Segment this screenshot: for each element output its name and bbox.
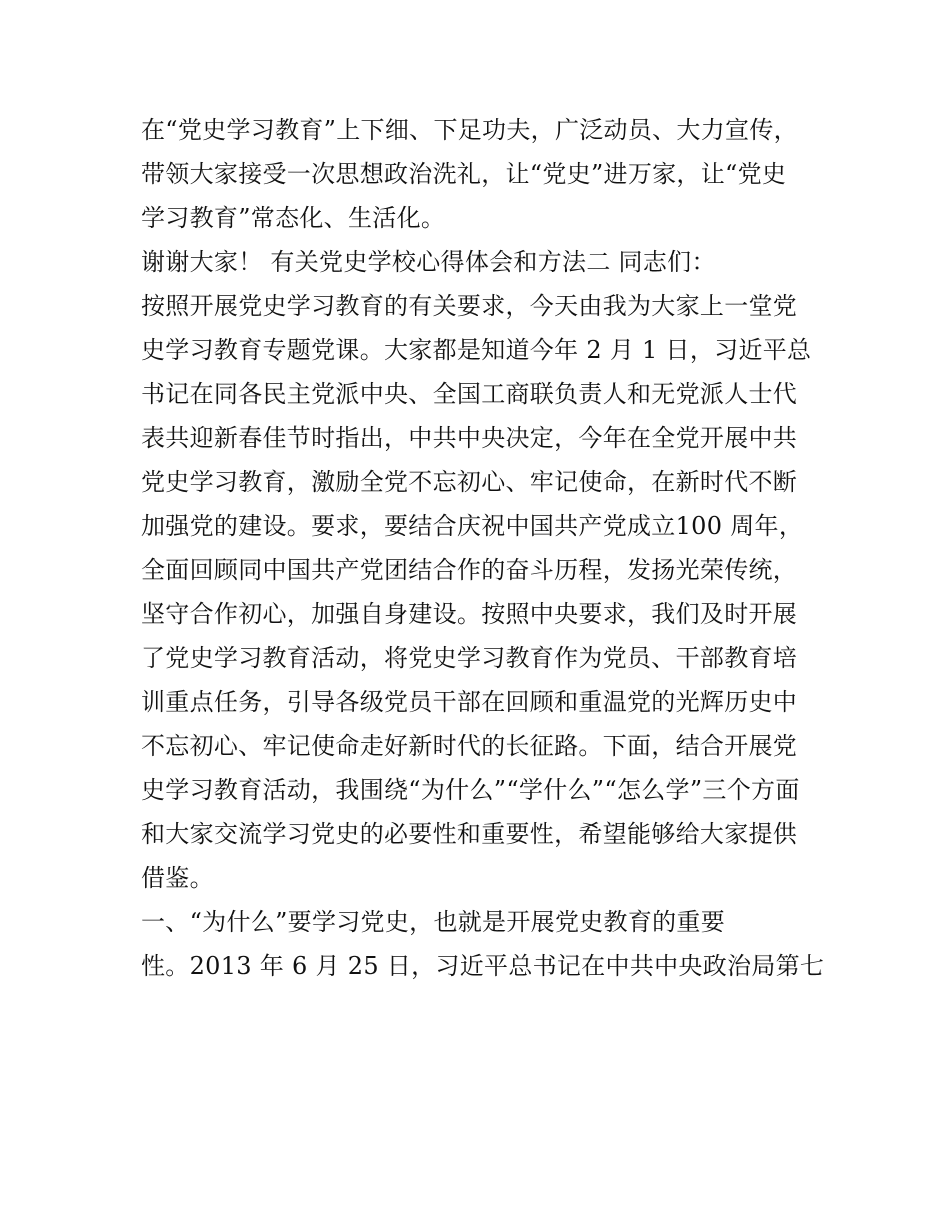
text-line: 全面回顾同中国共产党团结合作的奋斗历程，发扬光荣传统， (141, 556, 798, 584)
text-line: 加强党的建设。要求，要结合庆祝中国共产党成立100 周年， (141, 512, 804, 540)
text-line: 在“党史学习教育”上下细、下足功夫，广泛动员、大力宣传， (141, 116, 798, 144)
document-body (141, 108, 841, 988)
text-line: 了党史学习教育活动，将党史学习教育作为党员、干部教育培 (141, 644, 798, 672)
text-line: 党史学习教育，激励全党不忘初心、牢记使命，在新时代不断 (141, 468, 798, 496)
text-line: 不忘初心、牢记使命走好新时代的长征路。下面，结合开展党 (141, 732, 798, 760)
text-line: 和大家交流学习党史的必要性和重要性，希望能够给大家提供 (141, 820, 798, 848)
text-line: 性。2013 年 6 月 25 日，习近平总书记在中共中央政治局第七 (141, 952, 825, 980)
text-line: 借鉴。 (141, 864, 214, 892)
text-line: 表共迎新春佳节时指出，中共中央决定，今年在全党开展中共 (141, 424, 798, 452)
text-line: 史学习教育活动，我围绕“为什么”“学什么”“怎么学”三个方面 (141, 776, 800, 804)
text-line: 学习教育”常态化、生活化。 (141, 204, 446, 232)
text-line: 坚守合作初心，加强自身建设。按照中央要求，我们及时开展 (141, 600, 798, 628)
text-line: 一、“为什么”要学习党史，也就是开展党史教育的重要 (141, 908, 726, 936)
text-line: 史学习教育专题党课。大家都是知道今年 2 月 1 日，习近平总 (141, 336, 812, 364)
text-line: 带领大家接受一次思想政治洗礼，让“党史”进万家，让“党史 (141, 160, 787, 188)
text-line: 训重点任务，引导各级党员干部在回顾和重温党的光辉历史中 (141, 688, 798, 716)
text-line: 书记在同各民主党派中央、全国工商联负责人和无党派人士代 (141, 380, 798, 408)
text-line: 按照开展党史学习教育的有关要求，今天由我为大家上一堂党 (141, 292, 798, 320)
text-line: 谢谢大家！ 有关党史学校心得体会和方法二 同志们： (141, 248, 716, 276)
